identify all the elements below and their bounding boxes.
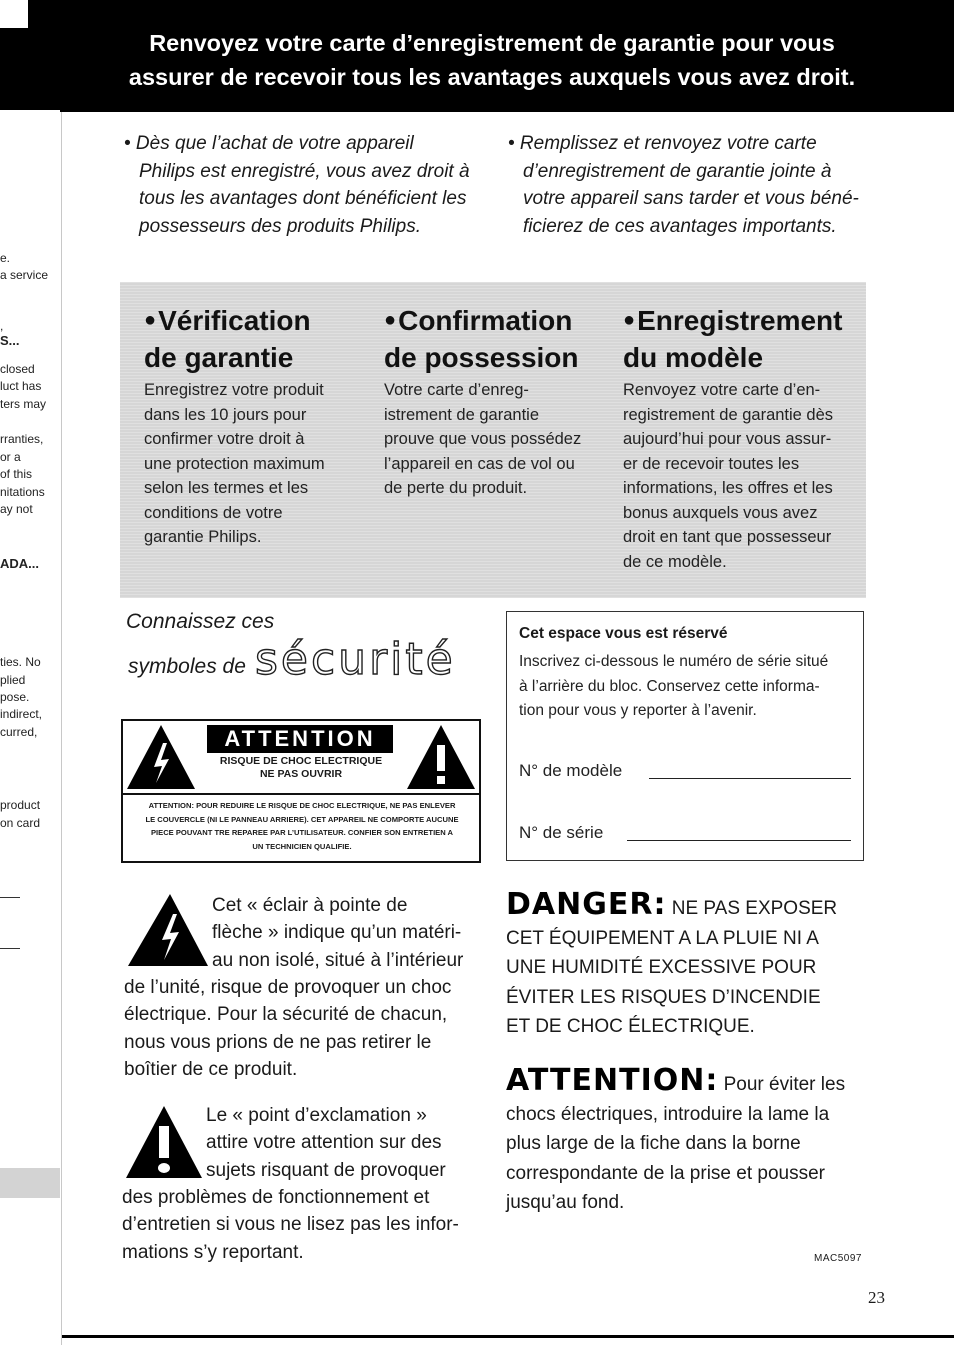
danger-first-line: DANGER: NE PAS EXPOSER xyxy=(506,887,838,922)
document-code: MAC5097 xyxy=(814,1253,862,1264)
left-margin-fragment: product xyxy=(0,798,41,812)
reserved-text: Inscrivez ci-dessous le numéro de série situé à l’arrière du bloc. Conservez cette informa- tion pour vous y reporter à l’avenir. xyxy=(519,653,829,719)
page-gutter-line xyxy=(61,110,62,1345)
left-margin-fragment: ADA... xyxy=(0,556,39,571)
lightning-triangle-icon xyxy=(126,892,210,973)
lightning-warning-icon xyxy=(123,721,199,793)
left-margin-fragment: closed xyxy=(0,362,35,376)
benefit-title: ●Confirmation xyxy=(384,305,573,336)
intro-left-line: tous les avantages dont bénéficient les xyxy=(139,188,467,209)
serial-number-field[interactable] xyxy=(627,840,851,841)
benefit-verification xyxy=(144,302,372,550)
left-margin-fragment: ters may xyxy=(0,397,47,411)
left-margin-fragment: on card xyxy=(0,816,41,830)
left-edge-notch xyxy=(0,0,29,29)
intro-left-line: Philips est enregistré, vous avez droit à xyxy=(139,160,470,182)
attention-label-small-print: ATTENTION: POUR REDUIRE LE RISQUE DE CHOC ELECTRIQUE, NE PAS ENLEVER LE COUVERCLE (NI LE PANNEAU ARRIERE). CET APPAREIL NE COMPORTE AUCUNE PIECE POUVANT TRE REPAREE PAR L’UTILISATEUR. CONFIER SON ENTRETIEN A UN TECHNICIEN QUALIFIE. xyxy=(145,801,459,851)
left-margin-fragment: rranties, xyxy=(0,432,44,446)
danger-word: DANGER: xyxy=(506,887,667,922)
left-rule xyxy=(0,948,20,949)
page-number: 23 xyxy=(868,1288,885,1307)
intro-right-line: ficierez de ces avantages importants. xyxy=(523,215,837,237)
exclamation-triangle-icon xyxy=(122,1104,206,1185)
symbols-heading-line2: symboles de xyxy=(128,655,246,678)
intro-left-line: possesseurs des produits Philips. xyxy=(139,215,421,237)
lightning-text-indent: Cet « éclair à pointe de flèche » indique qu’un matéri- au non isolé, situé à l’intérieur xyxy=(212,895,464,971)
lightning-text-body: de l’unité, risque de provoquer un choc électrique. Pour la sécurité de chacun, nous vous prions de ne pas retirer le boîtier de ce produit. xyxy=(124,977,452,1080)
header-line-2: assurer de recevoir tous les avantages auxquels vous avez droit. xyxy=(128,64,856,90)
danger-warning: DANGER: NE PAS EXPOSER CET ÉQUIPEMENT A LA PLUIE NI A UNE HUMIDITÉ EXCESSIVE POUR ÉVITER LES RISQUES D’INCENDIE ET DE CHOC ÉLECTRIQUE. xyxy=(506,890,886,1042)
left-gray-block xyxy=(0,1168,60,1198)
left-margin-fragment: indirect, xyxy=(0,707,43,721)
symbols-heading-line1: Connaissez ces xyxy=(126,610,275,633)
header-title xyxy=(62,26,922,94)
serial-number-label: N° de série xyxy=(519,823,604,842)
left-margin-fragment: ties. No xyxy=(0,655,41,669)
left-margin-fragment: pose. xyxy=(0,690,30,704)
benefit-title: de possession xyxy=(384,342,579,373)
reserved-space-box xyxy=(506,611,864,861)
left-margin-fragment: a service xyxy=(0,268,49,282)
benefit-confirmation xyxy=(384,302,614,501)
intro-right-line: • Remplissez et renvoyez votre carte xyxy=(508,133,817,154)
intro-right-line: d’enregistrement de garantie jointe à xyxy=(523,160,832,182)
attention-word: ATTENTION: xyxy=(506,1063,719,1098)
attention-warning: ATTENTION: Pour éviter les chocs électriques, introduire la lame la plus large de la fiche dans la borne correspondante de la prise et pousser jusqu’au fond. xyxy=(506,1066,886,1218)
attention-label-title: ATTENTION xyxy=(207,725,393,753)
left-margin-fragment: nitations xyxy=(0,485,45,499)
attention-first-line: ATTENTION: Pour éviter les xyxy=(506,1063,846,1098)
benefit-title: ●Vérification xyxy=(144,305,311,336)
left-margin-fragment: or a xyxy=(0,450,21,464)
left-margin-fragment: curred, xyxy=(0,725,38,739)
left-margin-fragment: luct has xyxy=(0,379,42,393)
left-rule xyxy=(0,897,20,898)
attention-label-subtitle: RISQUE DE CHOC ELECTRIQUE NE PAS OUVRIR xyxy=(219,755,383,780)
intro-right-line: votre appareil sans tarder et vous béné- xyxy=(523,188,859,209)
benefit-title: du modèle xyxy=(623,342,764,373)
benefit-title: de garantie xyxy=(144,342,294,373)
model-number-field[interactable] xyxy=(649,778,851,779)
model-number-label: N° de modèle xyxy=(519,761,623,780)
benefit-text: Renvoyez votre carte d’en- registrement de garantie dès aujourd’hui pour vous assur- er de recevoir toutes les informations, les offres et les bonus auxquels vous avez droit en tant que possesseur de ce modèle. xyxy=(623,381,834,571)
left-margin-fragment: of this xyxy=(0,467,33,481)
left-margin-fragment: S... xyxy=(0,333,20,348)
left-margin-fragment: ay not xyxy=(0,502,33,516)
attention-label xyxy=(121,719,481,863)
benefit-title: ●Enregistrement xyxy=(623,305,843,336)
header-line-1: Renvoyez votre carte d’enregistrement de garantie pour vous xyxy=(149,30,835,56)
benefit-text: Enregistrez votre produit dans les 10 jours pour confirmer votre droit à une protection maximum selon les termes et les conditions de votre garantie Philips. xyxy=(144,381,325,546)
benefit-enregistrement xyxy=(623,302,863,574)
bottom-rule xyxy=(62,1335,954,1338)
attention-label-top xyxy=(123,721,479,795)
exclamation-warning-icon xyxy=(403,721,479,793)
securite-outline-word: sécurité xyxy=(255,634,456,685)
intro-left-line: • Dès que l’achat de votre appareil xyxy=(124,133,414,154)
exclamation-text-indent: Le « point d’exclamation » attire votre attention sur des sujets risquant de provoquer xyxy=(206,1105,446,1181)
intro-left xyxy=(124,130,494,240)
left-margin-fragment: plied xyxy=(0,673,26,687)
left-margin-fragment: e. xyxy=(0,251,11,265)
exclamation-text-body: des problèmes de fonctionnement et d’entretien si vous ne lisez pas les infor- mations s’y reportant. xyxy=(122,1187,459,1263)
benefit-text: Votre carte d’enreg- istrement de garantie prouve que vous possédez l’appareil en cas de vol ou de perte du produit. xyxy=(384,381,582,497)
left-margin-fragment: , xyxy=(0,319,4,333)
reserved-title: Cet espace vous est réservé xyxy=(519,625,728,642)
intro-right xyxy=(508,130,888,240)
